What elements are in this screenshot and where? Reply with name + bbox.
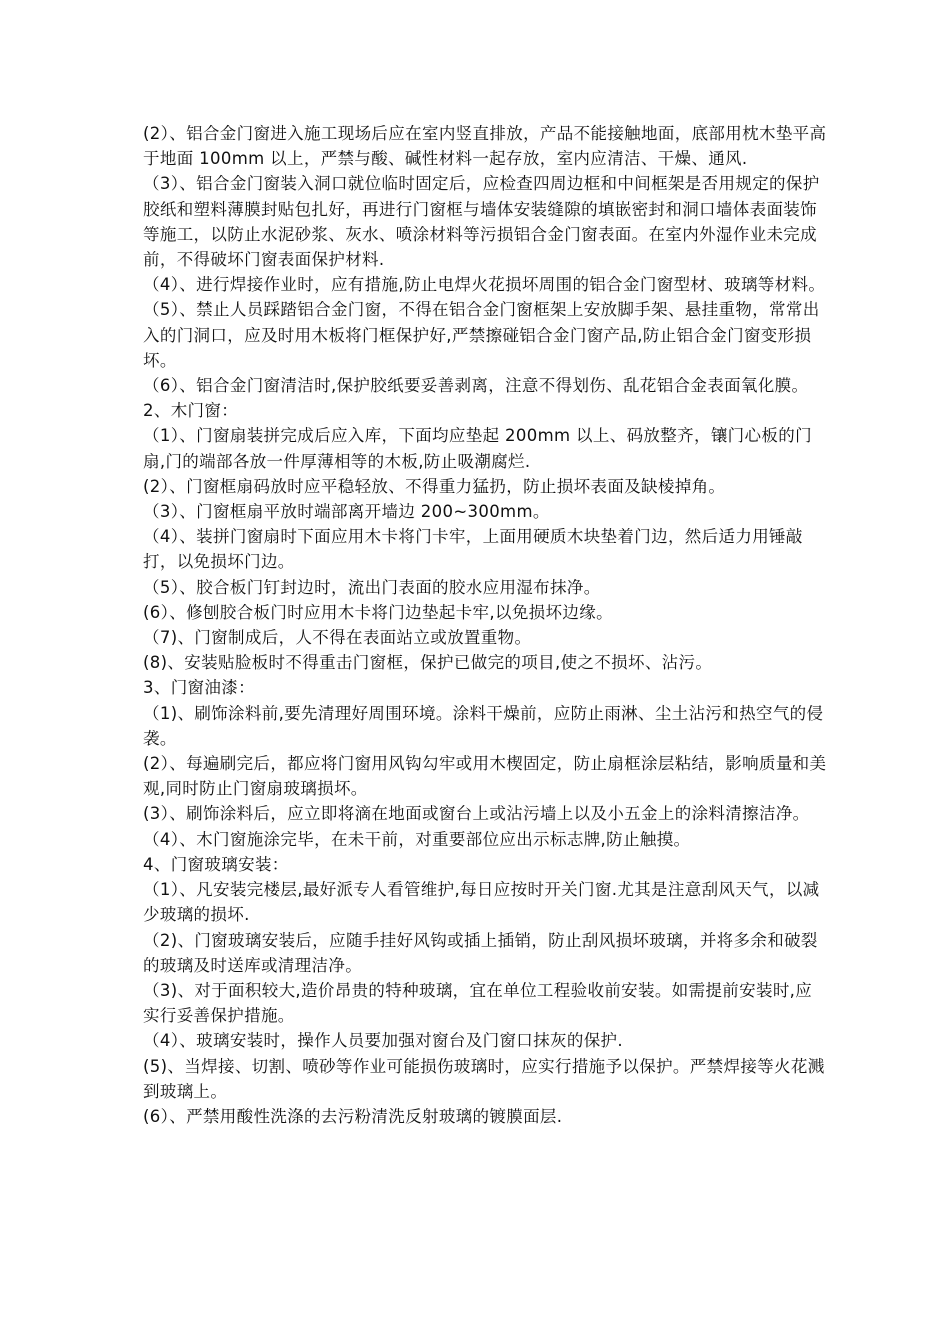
paragraph-glass-1: （1）、凡安装完楼层,最好派专人看管维护,每日应按时开关门窗.尤其是注意刮风天气，以减少玻璃的损坏. xyxy=(143,880,820,925)
section-heading-glass: 4、门窗玻璃安装： xyxy=(143,854,289,874)
section-heading-paint: 3、门窗油漆： xyxy=(143,678,255,698)
paragraph-glass-4: （4）、玻璃安装时，操作人员要加强对窗台及门窗口抹灰的保护. xyxy=(143,1031,623,1051)
paragraph-aluminum-5: （5）、禁止人员踩踏铝合金门窗，不得在铝合金门窗框架上安放脚手架、悬挂重物，常常出入的门洞口，应及时用木板将门框保护好,严禁擦碰铝合金门窗产品,防止铝合金门窗变形损坏。 xyxy=(143,300,820,370)
paragraph-glass-5: (5)、当焊接、切割、喷砂等作业可能损伤玻璃时，应实行措施予以保护。严禁焊接等火花溅到玻璃上。 xyxy=(143,1056,825,1101)
document-body xyxy=(143,121,827,1129)
paragraph-wood-3: （3）、门窗框扇平放时端部离开墙边 200~300mm。 xyxy=(143,502,550,522)
paragraph-paint-2: (2）、每遍刷完后，都应将门窗用风钩勾牢或用木楔固定，防止扇框涂层粘结，影响质量和美观,同时防止门窗扇玻璃损坏。 xyxy=(143,754,827,799)
paragraph-aluminum-4: （4）、进行焊接作业时，应有措施,防止电焊火花损坏周围的铝合金门窗型材、玻璃等材料。 xyxy=(143,275,826,295)
paragraph-wood-8: (8)、安装贴脸板时不得重击门窗框，保护已做完的项目,使之不损坏、沾污。 xyxy=(143,653,713,673)
paragraph-wood-2: (2）、门窗框扇码放时应平稳轻放、不得重力猛扔，防止损坏表面及缺棱掉角。 xyxy=(143,476,726,496)
paragraph-wood-6: (6）、修刨胶合板门时应用木卡将门边垫起卡牢,以免损坏边缘。 xyxy=(143,602,613,622)
paragraph-paint-3: (3）、刷饰涂料后，应立即将滴在地面或窗台上或沾污墙上以及小五金上的涂料清擦洁净。 xyxy=(143,804,810,824)
paragraph-glass-2: （2)、门窗玻璃安装后，应随手挂好风钩或插上插销，防止刮风损坏玻璃，并将多余和破裂的玻璃及时送库或清理洁净。 xyxy=(143,930,818,975)
paragraph-wood-7: （7)、门窗制成后，人不得在表面站立或放置重物。 xyxy=(143,628,532,648)
paragraph-paint-1: （1)、刷饰涂料前,要先清理好周围环境。涂料干燥前，应防止雨淋、尘土沾污和热空气的侵袭。 xyxy=(143,703,824,748)
paragraph-aluminum-3: （3）、铝合金门窗装入洞口就位临时固定后，应检查四周边框和中间框架是否用规定的保护胶纸和塑料薄膜封贴包扎好，再进行门窗框与墙体安装缝隙的填嵌密封和洞口墙体表面装饰等施工，以防止水泥砂浆、灰水、喷涂材料等污损铝合金门窗表面。在室内外湿作业未完成前，不得破坏门窗表面保护材料. xyxy=(143,174,820,270)
paragraph-paint-4: （4）、木门窗施涂完毕，在未干前，对重要部位应出示标志牌,防止触摸。 xyxy=(143,829,691,849)
paragraph-glass-3: （3)、对于面积较大,造价昂贵的特种玻璃，宜在单位工程验收前安装。如需提前安装时,应实行妥善保护措施。 xyxy=(143,980,813,1026)
section-heading-wood-doors: 2、木门窗： xyxy=(143,401,239,421)
paragraph-glass-6: (6）、严禁用酸性洗涤的去污粉清洗反射玻璃的镀膜面层. xyxy=(143,1106,563,1126)
paragraph-aluminum-2: (2）、铝合金门窗进入施工现场后应在室内竖直排放，产品不能接触地面，底部用枕木垫平高于地面 100mm 以上，严禁与酸、碱性材料一起存放，室内应清洁、干燥、通风. xyxy=(143,124,827,169)
paragraph-wood-4: （4）、装拼门窗扇时下面应用木卡将门卡牢，上面用硬质木块垫着门边，然后适力用锤敲打，以免损坏门边。 xyxy=(143,527,803,572)
paragraph-aluminum-6: （6）、铝合金门窗清洁时,保护胶纸要妥善剥离，注意不得划伤、乱花铝合金表面氧化膜。 xyxy=(143,376,809,396)
paragraph-wood-5: （5）、胶合板门钉封边时，流出门表面的胶水应用湿布抹净。 xyxy=(143,577,601,597)
paragraph-wood-1: （1）、门窗扇装拼完成后应入库，下面均应垫起 200mm 以上、码放整齐，镶门心板的门扇,门的端部各放一件厚薄相等的木板,防止吸潮腐烂. xyxy=(143,426,812,471)
